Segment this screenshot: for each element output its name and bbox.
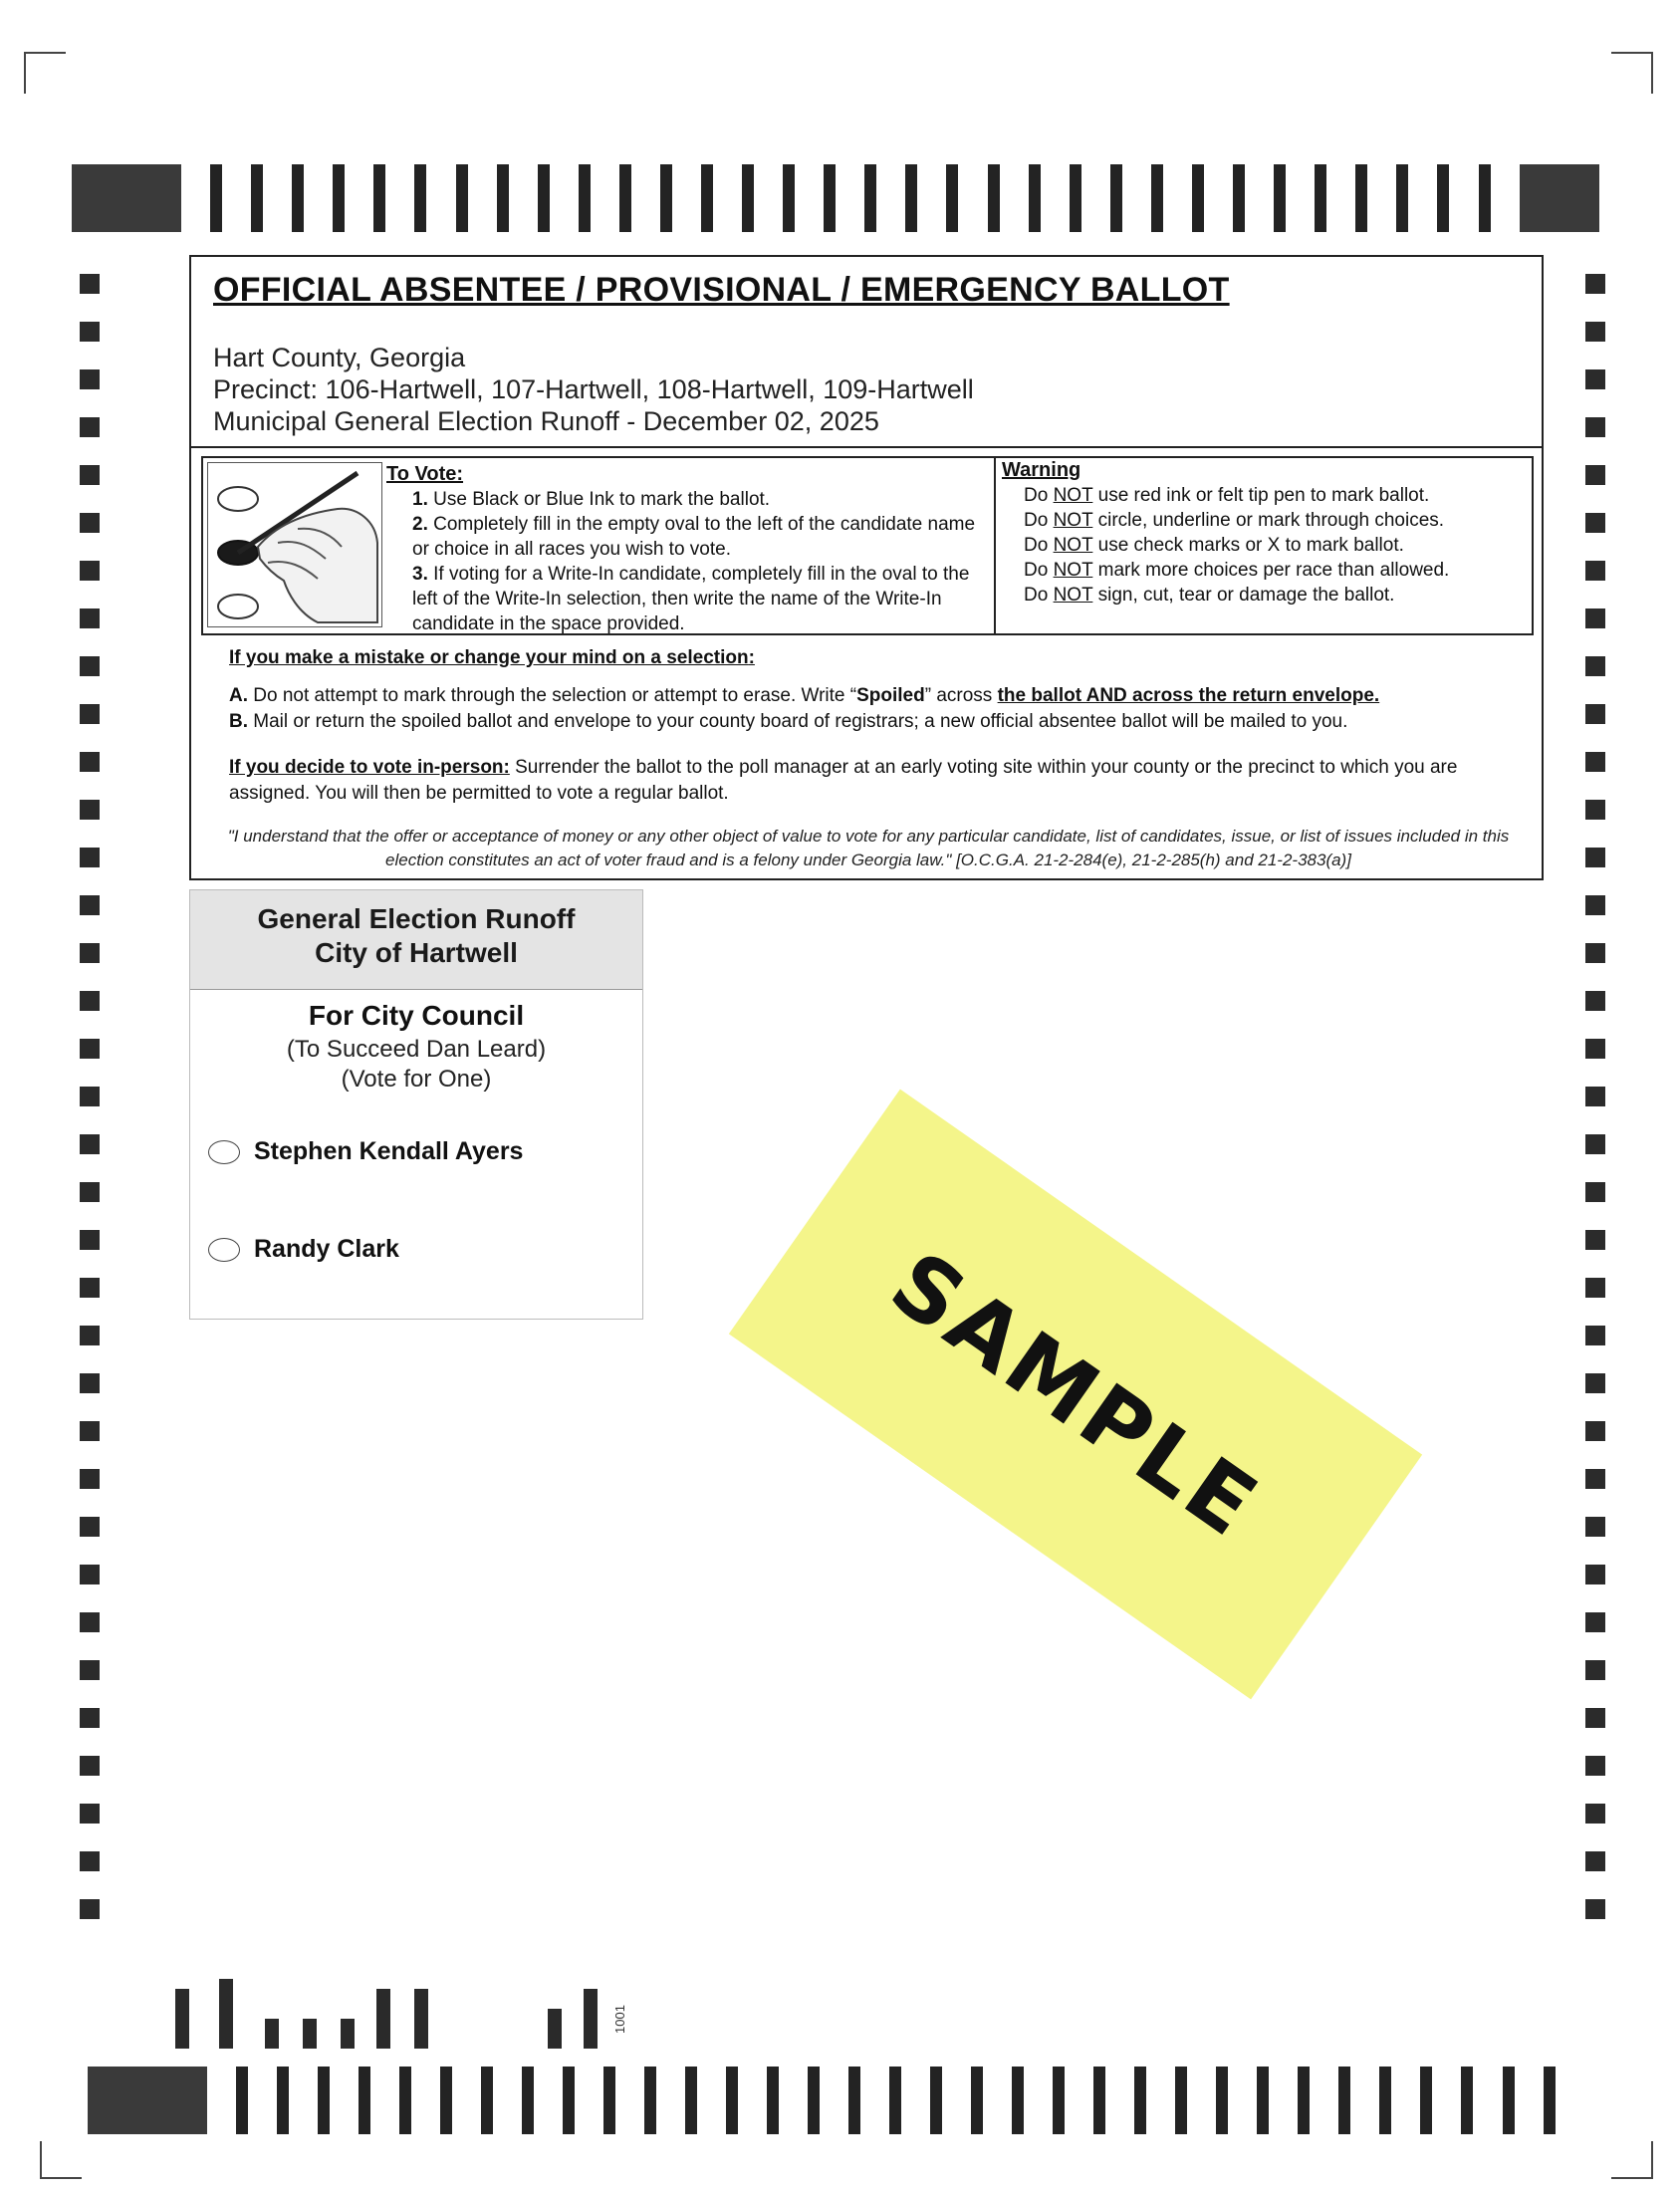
warning-line [1002, 583, 1532, 608]
timing-bar [644, 2067, 656, 2134]
timing-bar [946, 164, 958, 232]
timing-square [80, 274, 100, 294]
in-person-heading: If you decide to vote in-person: [229, 757, 510, 778]
timing-bar [440, 2067, 452, 2134]
timing-bar [848, 2067, 860, 2134]
warning-pre: Do [1024, 560, 1054, 581]
timing-square [1585, 561, 1605, 581]
timing-bar [538, 164, 550, 232]
timing-square [80, 1469, 100, 1489]
timing-square [1585, 1421, 1605, 1441]
timing-bar [1175, 2067, 1187, 2134]
timing-square [80, 609, 100, 628]
timing-square [1585, 1039, 1605, 1059]
timing-square [80, 800, 100, 820]
hand-pen-icon [208, 463, 381, 626]
timing-square [1585, 1612, 1605, 1632]
timing-bar [742, 164, 754, 232]
timing-square [1585, 1517, 1605, 1537]
mistake-heading-colon: : [748, 647, 755, 668]
timing-square [1585, 991, 1605, 1011]
crop-mark-top-left [24, 52, 66, 94]
timing-square [80, 752, 100, 772]
timing-bar [456, 164, 468, 232]
timing-bar [1396, 164, 1408, 232]
header-divider [191, 446, 1542, 448]
timing-square [80, 322, 100, 342]
timing-square [80, 1134, 100, 1154]
timing-bar [399, 2067, 411, 2134]
timing-bar [1315, 164, 1326, 232]
mistake-a-text2: ” across [924, 685, 998, 706]
timing-bar [1420, 2067, 1432, 2134]
timing-square [1585, 1182, 1605, 1202]
timing-square [80, 1517, 100, 1537]
timing-square [1585, 1851, 1605, 1871]
timing-bar [971, 2067, 983, 2134]
warning-not: NOT [1053, 535, 1093, 556]
timing-bar [783, 164, 795, 232]
timing-square [80, 1182, 100, 1202]
mistake-a-spoiled: Spoiled [856, 685, 925, 706]
warning-post: use red ink or felt tip pen to mark ballot. [1092, 485, 1430, 506]
warning-not: NOT [1053, 510, 1093, 531]
timing-block [1520, 164, 1599, 232]
legal-notice-line: "I understand that the offer or acceptance of money or any other object of value to vote for any particular candidate, list of candidates, issue, or list of issues included in this [227, 827, 1510, 846]
timing-square [80, 1326, 100, 1345]
timing-square [1585, 609, 1605, 628]
timing-square [80, 1756, 100, 1776]
instructions-frame [201, 456, 1534, 635]
timing-square [80, 1851, 100, 1871]
timing-square [80, 1230, 100, 1250]
timing-square [1585, 369, 1605, 389]
timing-square [1585, 1134, 1605, 1154]
to-vote-heading: To Vote: [386, 463, 464, 485]
code-bar [414, 1989, 428, 2049]
timing-bar [563, 2067, 575, 2134]
mistake-a-label: A. [229, 685, 248, 706]
contest-header-line: General Election Runoff [257, 903, 576, 934]
timing-bar [889, 2067, 901, 2134]
office-title: For City Council [308, 1000, 525, 1031]
step-number: 2. [412, 514, 428, 535]
timing-bar [905, 164, 917, 232]
timing-bar [277, 2067, 289, 2134]
timing-bar [1437, 164, 1449, 232]
timing-square [80, 1708, 100, 1728]
office-succeed: (To Succeed Dan Leard) [286, 1036, 547, 1063]
crop-mark-top-right [1611, 52, 1653, 94]
timing-bar [1379, 2067, 1391, 2134]
step-text: Completely fill in the empty oval to the left of the candidate name or choice in all races you wish to vote. [412, 514, 976, 560]
timing-bar [318, 2067, 330, 2134]
timing-bar [864, 164, 876, 232]
code-bar [376, 1989, 390, 2049]
warning-not: NOT [1053, 485, 1093, 506]
timing-bar [1274, 164, 1286, 232]
warning-line [1002, 483, 1532, 508]
timing-bar [210, 164, 222, 232]
code-bar [341, 2019, 355, 2049]
mistake-a-underlined: the ballot AND across the return envelope. [997, 685, 1380, 706]
timing-bar [1355, 164, 1367, 232]
timing-bar [930, 2067, 942, 2134]
timing-bar [579, 164, 591, 232]
timing-bar [1479, 164, 1491, 232]
timing-square [1585, 1326, 1605, 1345]
timing-square [80, 943, 100, 963]
precinct-line: Precinct: 106-Hartwell, 107-Hartwell, 108-Hartwell, 109-Hartwell [213, 374, 974, 404]
warning-heading: Warning [1002, 459, 1081, 481]
timing-bar [1338, 2067, 1350, 2134]
ballot-code-marks [175, 1977, 633, 2049]
timing-bar [660, 164, 672, 232]
mistake-a-text: Do not attempt to mark through the selection or attempt to erase. Write “ [248, 685, 857, 706]
timing-square [1585, 1230, 1605, 1250]
timing-bar [988, 164, 1000, 232]
timing-bar [333, 164, 345, 232]
timing-square [80, 1899, 100, 1919]
timing-square [1585, 656, 1605, 676]
timing-square [80, 561, 100, 581]
warning-pre: Do [1024, 510, 1054, 531]
left-timing-marks [80, 274, 100, 1947]
timing-square [80, 895, 100, 915]
timing-square [1585, 800, 1605, 820]
timing-square [80, 704, 100, 724]
warning-post: mark more choices per race than allowed. [1092, 560, 1450, 581]
timing-square [80, 656, 100, 676]
step-number: 3. [412, 564, 428, 585]
code-bar [175, 1989, 189, 2049]
mistake-b-text: Mail or return the spoiled ballot and envelope to your county board of registrars; a new official absentee ballot will be mailed to you. [248, 711, 1348, 732]
timing-bar [824, 164, 836, 232]
contest-box [189, 889, 643, 1320]
warning-line [1002, 533, 1532, 558]
timing-bar [1298, 2067, 1310, 2134]
timing-bar [1503, 2067, 1515, 2134]
timing-bar [767, 2067, 779, 2134]
timing-square [80, 1039, 100, 1059]
to-vote-step [386, 562, 982, 636]
bottom-timing-marks [88, 2067, 1556, 2134]
crop-mark-bottom-left [40, 2141, 82, 2179]
timing-bar [603, 2067, 615, 2134]
timing-bar [251, 164, 263, 232]
election-line: Municipal General Election Runoff - December 02, 2025 [213, 406, 879, 436]
timing-bar [1151, 164, 1163, 232]
timing-bar [1233, 164, 1245, 232]
mistake-heading [229, 647, 755, 669]
contest-header [190, 890, 642, 990]
timing-bar [1110, 164, 1122, 232]
timing-square [80, 1804, 100, 1824]
timing-square [1585, 465, 1605, 485]
step-text: If voting for a Write-In candidate, completely fill in the oval to the left of the Write-In selection, then write the name of the Write-In candidate in the space provided. [412, 564, 970, 634]
to-vote-step [386, 487, 982, 512]
warning-line [1002, 508, 1532, 533]
timing-square [80, 1660, 100, 1680]
mistake-b-label: B. [229, 711, 248, 732]
timing-square [1585, 274, 1605, 294]
timing-square [1585, 895, 1605, 915]
warning-pre: Do [1024, 485, 1054, 506]
to-vote-step [386, 512, 982, 562]
timing-square [1585, 848, 1605, 867]
sample-sticker-text: SAMPLE [872, 1231, 1279, 1558]
warning-post: use check marks or X to mark ballot. [1092, 535, 1404, 556]
vote-oval-icon[interactable] [208, 1140, 240, 1164]
warning-not: NOT [1053, 585, 1093, 606]
step-number: 1. [412, 489, 428, 510]
hand-marking-illustration [207, 462, 382, 627]
timing-bar [1029, 164, 1041, 232]
timing-square [1585, 513, 1605, 533]
timing-square [1585, 1708, 1605, 1728]
warning-pre: Do [1024, 585, 1054, 606]
contest-header-line: City of Hartwell [315, 937, 518, 968]
to-vote-instructions [386, 462, 982, 636]
timing-bar [1257, 2067, 1269, 2134]
timing-bar [1070, 164, 1081, 232]
candidate-name: Randy Clark [254, 1235, 399, 1263]
timing-square [80, 1278, 100, 1298]
candidate-option[interactable] [208, 1235, 399, 1264]
county-line: Hart County, Georgia [213, 343, 466, 372]
timing-bar [1134, 2067, 1146, 2134]
ballot-code-number: 1001 [611, 2005, 627, 2034]
warning-not: NOT [1053, 560, 1093, 581]
crop-mark-bottom-right [1611, 2141, 1653, 2179]
timing-block [88, 2067, 207, 2134]
timing-bar [497, 164, 509, 232]
timing-bar [701, 164, 713, 232]
timing-square [80, 1612, 100, 1632]
timing-square [80, 513, 100, 533]
code-bar [303, 2019, 317, 2049]
candidate-name: Stephen Kendall Ayers [254, 1137, 524, 1165]
timing-square [80, 848, 100, 867]
timing-bar [1093, 2067, 1105, 2134]
timing-bar [1053, 2067, 1065, 2134]
timing-bar [373, 164, 385, 232]
legal-notice [203, 825, 1534, 872]
warning-post: sign, cut, tear or damage the ballot. [1092, 585, 1395, 606]
timing-square [1585, 1373, 1605, 1393]
timing-square [1585, 1804, 1605, 1824]
timing-bar [236, 2067, 248, 2134]
timing-bar [481, 2067, 493, 2134]
timing-bar [619, 164, 631, 232]
timing-bar [685, 2067, 697, 2134]
timing-bar [1192, 164, 1204, 232]
candidate-option[interactable] [208, 1137, 523, 1166]
timing-square [80, 1087, 100, 1106]
timing-square [80, 369, 100, 389]
sample-sticker [729, 1090, 1422, 1700]
timing-bar [522, 2067, 534, 2134]
timing-square [1585, 943, 1605, 963]
timing-block [72, 164, 181, 232]
timing-square [80, 417, 100, 437]
in-person-paragraph [229, 755, 1524, 807]
timing-square [1585, 1756, 1605, 1776]
timing-square [80, 991, 100, 1011]
timing-square [1585, 704, 1605, 724]
vote-oval-icon[interactable] [208, 1238, 240, 1262]
timing-square [1585, 1278, 1605, 1298]
timing-square [1585, 752, 1605, 772]
timing-bar [808, 2067, 820, 2134]
mistake-heading-text: If you make a mistake or change your mind on a selection [229, 647, 749, 668]
timing-bar [292, 164, 304, 232]
mistake-line-b [229, 711, 1347, 733]
code-bar [548, 2009, 562, 2049]
warning-box [994, 458, 1532, 633]
timing-square [80, 1565, 100, 1584]
warning-post: circle, underline or mark through choices. [1092, 510, 1445, 531]
code-bar [584, 1989, 598, 2049]
legal-notice-line: election constitutes an act of voter fraud and is a felony under Georgia law." [O.C.G.A. 21-2-284(e), 21-2-285(h) and 21-2-383(a)] [385, 851, 1351, 869]
mistake-line-a [229, 685, 1379, 707]
timing-bar [414, 164, 426, 232]
code-bar [219, 1979, 233, 2049]
timing-square [1585, 1660, 1605, 1680]
timing-bar [359, 2067, 370, 2134]
ballot-header-box [189, 255, 1544, 880]
code-bar [265, 2019, 279, 2049]
timing-square [80, 465, 100, 485]
office-vote-for: (Vote for One) [341, 1066, 492, 1093]
timing-square [1585, 1469, 1605, 1489]
timing-square [1585, 1899, 1605, 1919]
step-text: Use Black or Blue Ink to mark the ballot. [427, 489, 771, 510]
timing-square [1585, 1087, 1605, 1106]
top-timing-marks [72, 164, 1599, 232]
timing-bar [1544, 2067, 1556, 2134]
timing-square [1585, 322, 1605, 342]
timing-bar [1012, 2067, 1024, 2134]
warning-line [1002, 558, 1532, 583]
timing-square [80, 1373, 100, 1393]
warning-pre: Do [1024, 535, 1054, 556]
timing-square [1585, 1565, 1605, 1584]
timing-bar [1216, 2067, 1228, 2134]
ballot-title: OFFICIAL ABSENTEE / PROVISIONAL / EMERGENCY BALLOT [213, 271, 1230, 309]
right-timing-marks [1585, 274, 1605, 1947]
in-person-text: Surrender the ballot to the poll manager at an early voting site within your county or the precinct to which you are assigned. You will then be permitted to vote a regular ballot. [229, 757, 1458, 804]
timing-square [1585, 417, 1605, 437]
timing-bar [726, 2067, 738, 2134]
timing-bar [1461, 2067, 1473, 2134]
timing-square [80, 1421, 100, 1441]
